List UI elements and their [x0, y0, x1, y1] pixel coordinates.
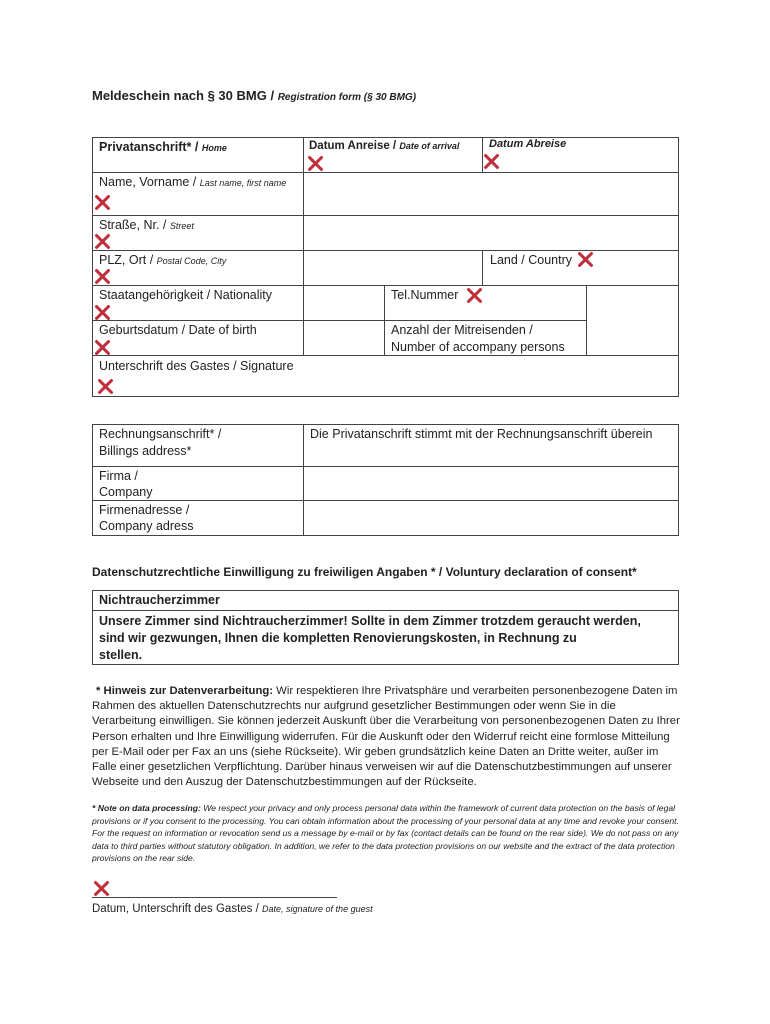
signature-label: Unterschrift des Gastes / Signature — [99, 359, 294, 373]
phone-label: Tel.Nummer — [391, 288, 459, 302]
street-label: Straße, Nr. / Street — [99, 218, 194, 232]
company-address-label-2: Company adress — [99, 519, 194, 533]
country-x-mark-icon[interactable] — [577, 251, 594, 268]
birth-x-mark-icon[interactable] — [94, 339, 111, 356]
data-notice-english-body: We respect your privacy and only process personal data within the framework of current data protection on the basis of legal provisions or if you consent to the processing. You can obtain information about the processing of your personal data at any time and revoke your consent. For the request on information or revocation send us a message by e-mail or by fax (contact details can be found on the rear side). We do not pass on any data to third parties without statutory obligation. In addition, we refer to the data protection provisions on our website and the extract of the data protection provisions on the rear side. — [92, 803, 679, 863]
city-label: PLZ, Ort / Postal Code, City — [99, 253, 227, 267]
consent-heading: Datenschutzrechtliche Einwilligung zu freiwiligen Angaben * / Voluntury declaration of consent* — [92, 565, 637, 579]
signature-line[interactable] — [92, 897, 337, 898]
nonsmoking-text-1: Unsere Zimmer sind Nichtraucherzimmer! Sollte in dem Zimmer trotzdem geraucht werden, — [99, 614, 641, 628]
nonsmoking-text-3: stellen. — [99, 648, 143, 662]
data-notice-english-lead: * Note on data processing: — [92, 803, 201, 813]
data-notice-english — [92, 802, 682, 865]
departure-x-mark-icon[interactable] — [483, 153, 500, 170]
footer-x-mark-icon[interactable] — [93, 880, 110, 897]
nonsmoking-text-2: sind wir gezwungen, Ihnen die kompletten Renovierungskosten, in Rechnung zu — [99, 631, 577, 645]
companions-label-2: Number of accompany persons — [391, 340, 565, 354]
company-label-1: Firma / — [99, 469, 138, 483]
arrival-x-mark-icon[interactable] — [307, 155, 324, 172]
birth-label: Geburtsdatum / Date of birth — [99, 323, 257, 337]
page-title — [92, 88, 416, 103]
signature-x-mark-icon[interactable] — [97, 378, 114, 395]
arrival-label: Datum Anreise / Date of arrival — [309, 140, 460, 152]
data-notice-german-lead: * Hinweis zur Datenverarbeitung: — [96, 685, 274, 697]
city-x-mark-icon[interactable] — [94, 268, 111, 285]
data-notice-german — [92, 684, 682, 790]
nationality-x-mark-icon[interactable] — [94, 304, 111, 321]
data-notice-german-body: Wir respektieren Ihre Privatsphäre und verarbeiten personenbezogene Daten im Rahmen des aktuellen Datenschutzrechts nur aufgrund gesetzlicher Bestimmungen oder wenn Sie in die Verarbeitung einwilligen. Sie können jederzeit Auskunft über die Verarbeitung von personenbezogenen Daten zu Ihrer Person erhalten und Ihre Einwilligung widerrufen. Für die Auskunft oder den Widerruf reicht eine formlose Mitteilung per E-Mail oder per Fax an uns (siehe Rückseite). Wir geben grundsätzlich keine Daten an Dritte weiter, außer im Falle einer gesetzlichen Verpflichtung. Darüber hinaus verweisen wir auf die Datenschutzbestimmungen auf unserer Webseite und den Auszug der Datenschutzbestimmungen auf der Rückseite. — [92, 685, 680, 789]
footer-signature-label: Datum, Unterschrift des Gastes / Date, signature of the guest — [92, 903, 373, 915]
nonsmoking-title: Nichtraucherzimmer — [99, 593, 220, 607]
nationality-label: Staatangehörigkeit / Nationality — [99, 288, 273, 302]
home-label: Privatanschrift* / Home — [99, 140, 227, 154]
companions-label-1: Anzahl der Mitreisenden / — [391, 323, 533, 337]
name-label: Name, Vorname / Last name, first name — [99, 175, 287, 189]
title-sub: Registration form (§ 30 BMG) — [277, 92, 417, 103]
name-x-mark-icon[interactable] — [94, 194, 111, 211]
billing-label-1: Rechnungsanschrift* / — [99, 427, 222, 441]
billing-same-checkbox-label[interactable]: Die Privatanschrift stimmt mit der Rechnungsanschrift überein — [310, 427, 653, 441]
street-x-mark-icon[interactable] — [94, 233, 111, 250]
company-label-2: Company — [99, 485, 153, 499]
departure-label: Datum Abreise — [489, 138, 567, 150]
billing-label-2: Billings address* — [99, 444, 192, 458]
phone-x-mark-icon[interactable] — [466, 287, 483, 304]
title-main: Meldeschein nach § 30 BMG / — [92, 88, 275, 103]
company-address-label-1: Firmenadresse / — [99, 503, 190, 517]
country-label: Land / Country — [490, 253, 572, 267]
